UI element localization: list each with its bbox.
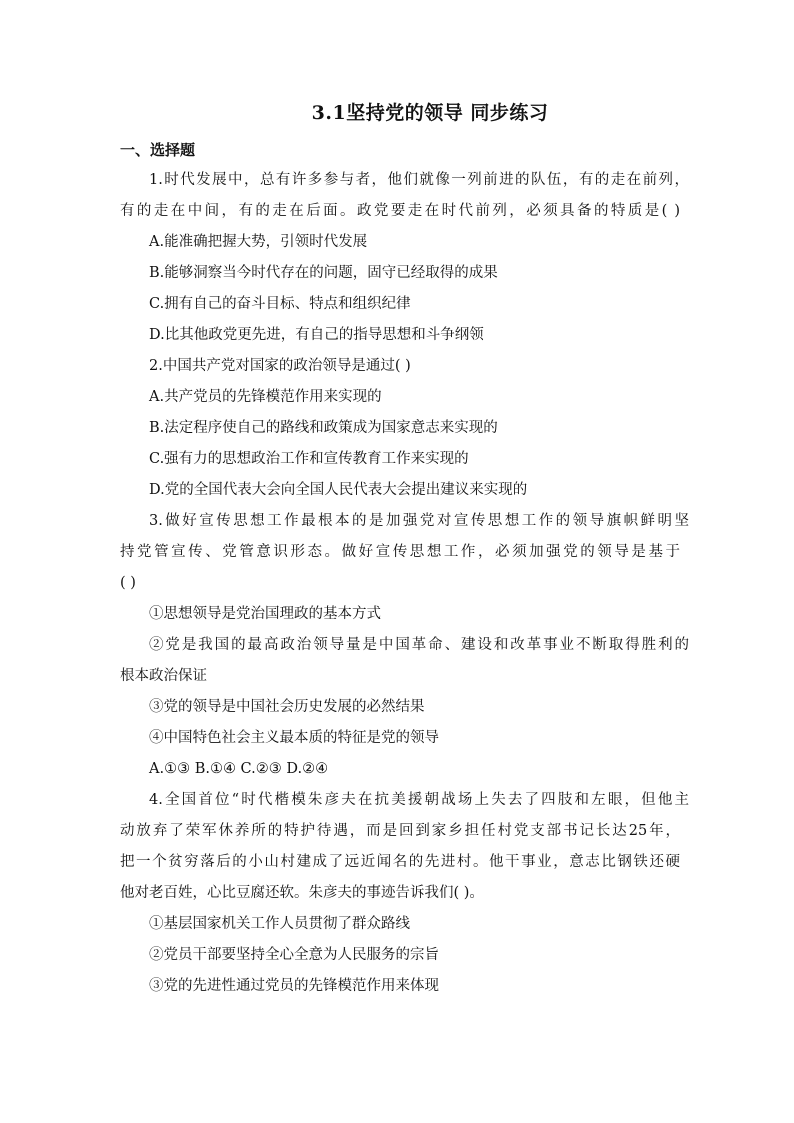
question-3-statement-1: ①思想领导是党治国理政的基本方式 <box>149 606 381 622</box>
question-3-line-2: 持党管宣传、党管意识形态。做好宣传思想工作，必须加强党的领导是基于 <box>120 544 680 560</box>
page-title: 3.1坚持党的领导 同步练习 <box>311 102 549 124</box>
question-2-stem: 2.中国共产党对国家的政治领导是通过( ) <box>149 358 411 374</box>
question-3-statement-2-cont: 根本政治保证 <box>120 668 207 684</box>
question-1-option-c: C.拥有自己的奋斗目标、特点和组织纪律 <box>149 296 411 312</box>
question-1-line-2: 有的走在中间，有的走在后面。政党要走在时代前列，必须具备的特质是( ) <box>120 203 680 219</box>
question-4-line-3: 把一个贫穷落后的小山村建成了远近闻名的先进村。他干事业，意志比钢铁还硬 <box>120 854 680 870</box>
question-4-line-4: 他对老百姓，心比豆腐还软。朱彦夫的事迹告诉我们( )。 <box>120 885 484 901</box>
question-2-option-d: D.党的全国代表大会向全国人民代表大会提出建议来实现的 <box>149 482 528 498</box>
question-2-option-a: A.共产党员的先锋模范作用来实现的 <box>149 389 382 405</box>
question-2-option-b: B.法定程序使自己的路线和政策成为国家意志来实现的 <box>149 420 498 436</box>
question-1-option-b: B.能够洞察当今时代存在的问题，固守已经取得的成果 <box>149 265 498 281</box>
question-4-statement-3: ③党的先进性通过党员的先锋模范作用来体现 <box>149 978 439 994</box>
question-3-line-1: 3.做好宣传思想工作最根本的是加强党对宣传思想工作的领导旗帜鲜明坚 <box>149 513 689 529</box>
question-1-option-a: A.能准确把握大势，引领时代发展 <box>149 234 368 250</box>
question-4-line-2: 动放弃了荣军休养所的特护待遇，而是回到家乡担任村党支部书记长达25年， <box>120 823 680 839</box>
question-4-line-1: 4.全国首位“时代楷模朱彦夫在抗美援朝战场上失去了四肢和左眼，但他主 <box>149 792 689 808</box>
question-3-line-3: ( ) <box>120 575 136 591</box>
question-4-statement-1: ①基层国家机关工作人员贯彻了群众路线 <box>149 916 410 932</box>
question-4-statement-2: ②党员干部要坚持全心全意为人民服务的宗旨 <box>149 947 439 963</box>
question-1-option-d: D.比其他政党更先进，有自己的指导思想和斗争纲领 <box>149 327 484 343</box>
question-1-line-1: 1.时代发展中，总有许多参与者，他们就像一列前进的队伍，有的走在前列， <box>149 172 689 188</box>
question-3-statement-2: ②党是我国的最高政治领导量是中国革命、建设和改革事业不断取得胜利的 <box>149 637 689 653</box>
section-heading: 一、选择题 <box>120 141 196 159</box>
question-3-statement-4: ④中国特色社会主义最本质的特征是党的领导 <box>149 730 439 746</box>
question-3-options: A.①③ B.①④ C.②③ D.②④ <box>149 761 329 777</box>
question-3-statement-3: ③党的领导是中国社会历史发展的必然结果 <box>149 699 425 715</box>
question-2-option-c: C.强有力的思想政治工作和宣传教育工作来实现的 <box>149 451 469 467</box>
